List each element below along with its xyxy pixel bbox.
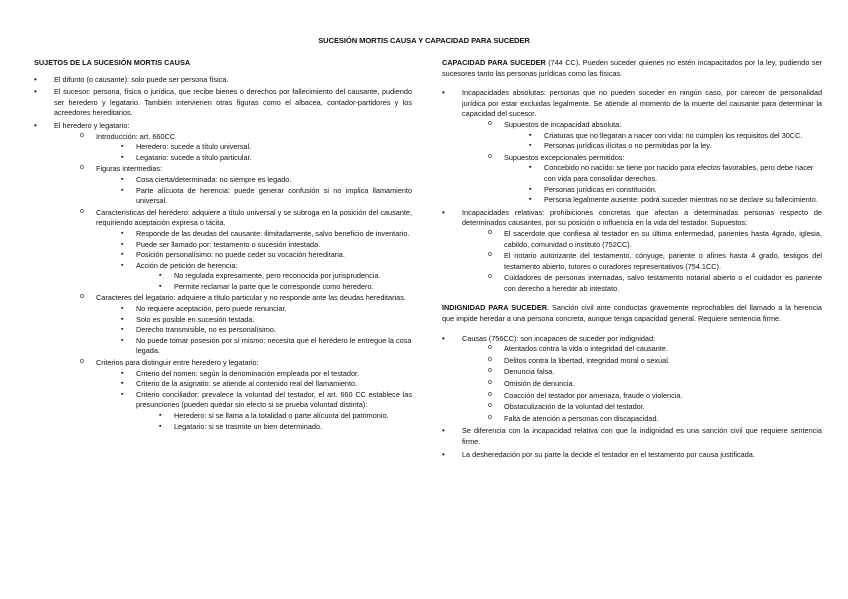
list-item — [76, 132, 412, 164]
sublist — [156, 271, 412, 292]
list-item-label: • Incapacidades relativas: prohibiciones concretas que afectan a determinadas personas respecto de determinados causantes, por su posición o influencia en la vida del testador. Supuestos: — [462, 207, 822, 228]
list-item — [442, 88, 822, 206]
sublist — [484, 344, 822, 424]
paragraph-text: (744 CC). Pueden suceder quienes no estén incapacitados por la ley, pudiendo ser sucesores tanto las personas jurídicas como las físicas. — [442, 58, 822, 78]
paragraph-text: . Sanción civil ante conductas gravemente reprochables del llamado a la herencia que impide heredar a una persona concreta, aunque tenga capacidad general. Requiere sentencia firme. — [442, 303, 822, 324]
list-item-label: Figuras intermedias: — [96, 164, 163, 174]
sublist — [526, 163, 822, 205]
list-item: ▪ Criterio del nomen: según la denominación empleada por el testador. — [118, 369, 412, 380]
list-item: o Delitos contra la libertad, integridad moral o sexual. — [484, 356, 822, 367]
list-item — [76, 293, 412, 357]
list-item-label: Supuestos de incapacidad absoluta: — [504, 119, 622, 129]
list-item: ▪ Criterio de la asignatio: se atiende al contenido real del llamamiento. — [118, 379, 412, 390]
list-item — [442, 208, 822, 295]
section-heading-capacidad: CAPACIDAD PARA SUCEDER — [442, 58, 546, 67]
list-item: ▪ Legatario: sucede a título particular. — [118, 153, 412, 164]
list-item-label: Introducción: art. 660CC — [96, 131, 176, 141]
list-item — [118, 261, 412, 293]
list-item — [118, 390, 412, 432]
list-item: ▪ Responde de las deudas del causante: ilimitadamente, salvo beneficio de inventario. — [118, 229, 412, 240]
list-item-label: El heredero y legatario: — [54, 120, 130, 130]
list-item-label: o Caracteres del legatario: adquiere a título particular y no responde ante las deudas hereditarias. — [96, 293, 406, 303]
list-item: o Omisión de denuncia. — [484, 379, 822, 390]
list-item: ▪ No regulada expresamente, pero reconocida por jurisprudencia. — [156, 271, 412, 282]
list-item-label: Supuestos excepcionales permitidos: — [504, 152, 625, 162]
list-item: ▪ No puede tomar posesión por sí mismo: necesita que el heredero le entregue la cosa legada. — [118, 336, 412, 357]
sublist — [118, 229, 412, 293]
list-item: ▪ Posición personalísimo: no puede ceder su vocación hereditaria. — [118, 250, 412, 261]
list-item: o Obstaculización de la voluntad del testador. — [484, 402, 822, 413]
list-item: o Coacción del testador por amenaza, fraude o violencia. — [484, 391, 822, 402]
list-item — [484, 120, 822, 152]
list-item: ▪ Personas jurídicas ilícitas o no permitidas por la ley. — [526, 141, 822, 152]
sublist — [156, 411, 412, 432]
sublist — [76, 132, 412, 433]
list-item-label: ▪ Criterio conciliador: prevalece la voluntad del testador, el art. 660 CC establece las presunciones (pueden quedar sin efecto si se prueba voluntad distinta): — [136, 389, 412, 410]
sublist — [484, 229, 822, 295]
section-heading-indignidad: INDIGNIDAD PARA SUCEDER — [442, 303, 547, 313]
list-item: ▪ Criaturas que no llegaran a nacer con vida: no cumplen los requisitos del 30CC. — [526, 131, 822, 142]
sublist — [526, 131, 822, 152]
sublist — [118, 175, 412, 207]
list-item-label: Causas (756CC): son incapaces de suceder por indignidad: — [462, 333, 656, 343]
list-item: ▪ Persona legalmente ausente: podrá suceder mientras no se declare su fallecimiento. — [526, 195, 822, 206]
left-column — [34, 58, 412, 434]
list-item — [76, 358, 412, 432]
list-item — [76, 164, 412, 206]
list-item: ▪ No requiere aceptación, pero puede renunciar. — [118, 304, 412, 315]
sujetos-list — [34, 75, 412, 433]
page-title: SUCESIÓN MORTIS CAUSA Y CAPACIDAD PARA SUCEDER — [318, 36, 530, 45]
list-item-label: • Incapacidades absolutas: personas que no pueden suceder en ningún caso, por carecer de personalidad jurídica por estar excluidas legalmente. Se atiende al momento de la muerte del causante para determinar la capacidad del sucesor. — [462, 88, 822, 119]
list-item: ▪ Derecho transmisible, no es personalísimo. — [118, 325, 412, 336]
list-item-label: Criterios para distinguir entre heredero y legatario: — [96, 358, 259, 368]
list-item: ▪ Legatario: si se trasmite un bien determinado. — [156, 422, 412, 433]
list-item: ▪ Cosa cierta/determinada: no siempre es legado. — [118, 175, 412, 186]
indignidad-paragraph — [442, 303, 822, 324]
section-heading-sujetos: SUJETOS DE LA SUCESIÓN MORTIS CAUSA — [34, 58, 191, 67]
list-item — [76, 208, 412, 293]
list-item: • La desheredación por su parte la decide el testador en el testamento por causa justificada. — [442, 450, 822, 461]
sublist — [118, 369, 412, 433]
list-item: o Falta de atención a personas con discapacidad. — [484, 414, 822, 425]
list-item: ▪ Solo es posible en sucesión testada. — [118, 315, 412, 326]
list-item: o El notario autorizante del testamento, cónyuge, pariente o afines hasta 4 grado, testigos del testamento abierto, tutores o curadores representativos (754.1CC). — [484, 251, 822, 272]
sublist — [484, 120, 822, 206]
list-item-label: Acción de petición de herencia: — [136, 260, 238, 270]
capacidad-paragraph — [442, 58, 822, 79]
list-item: o Atentados contra la vida o integridad del causante. — [484, 344, 822, 355]
capacidad-list — [442, 88, 822, 294]
list-item: • El sucesor: persona, física o jurídica, que recibe bienes o derechos por fallecimiento del causante, pudiendo ser heredero y legatario. También intervienen otras figuras como el albacea, contador-partidores y los acreedores hereditarios. — [34, 87, 412, 119]
list-item: o Denuncia falsa. — [484, 367, 822, 378]
list-item: ▪ Permite reclamar la parte que le corresponde como heredero. — [156, 282, 412, 293]
list-item: o Cuidadores de personas internadas, salvo testamento notarial abierto o el cuidador es pariente con derecho a heredar ab intestato. — [484, 273, 822, 294]
list-item: ▪ Concebido no nacido: se tiene por nacido para efectos favorables, pero debe nacer con vida para consolidar derechos. — [526, 163, 822, 184]
list-item — [34, 121, 412, 432]
list-item-label: o Características del heredero: adquiere a título universal y se subroga en la posición del causante, requiriendo aceptación expresa o tácita. — [96, 207, 412, 228]
list-item: • Se diferencia con la incapacidad relativa con que la indignidad es una sanción civil que requiere sentencia firme. — [442, 426, 822, 447]
right-column — [442, 58, 822, 462]
sublist — [118, 142, 412, 163]
list-item: o El sacerdote que confiesa al testador en su última enfermedad, parientes hasta 4grado, iglesia, cabildo, comunidad o instituto (752CC). — [484, 229, 822, 250]
list-item: ▪ Heredero: sucede a título universal. — [118, 142, 412, 153]
list-item: ▪ Heredero: si se llama a la totalidad o parte alícuota del patrimonio. — [156, 411, 412, 422]
list-item: ▪ Puede ser llamado por: testamento o sucesión intestada. — [118, 240, 412, 251]
list-item — [442, 334, 822, 425]
sublist — [118, 304, 412, 357]
list-item: ▪ Parte alícuota de herencia: puede generar confusión si no implica llamamiento universal. — [118, 186, 412, 207]
list-item: • El difunto (o causante): solo puede ser persona física. — [34, 75, 412, 86]
indignidad-list — [442, 334, 822, 461]
list-item — [484, 153, 822, 206]
list-item: ▪ Personas jurídicas en constitución. — [526, 185, 822, 196]
